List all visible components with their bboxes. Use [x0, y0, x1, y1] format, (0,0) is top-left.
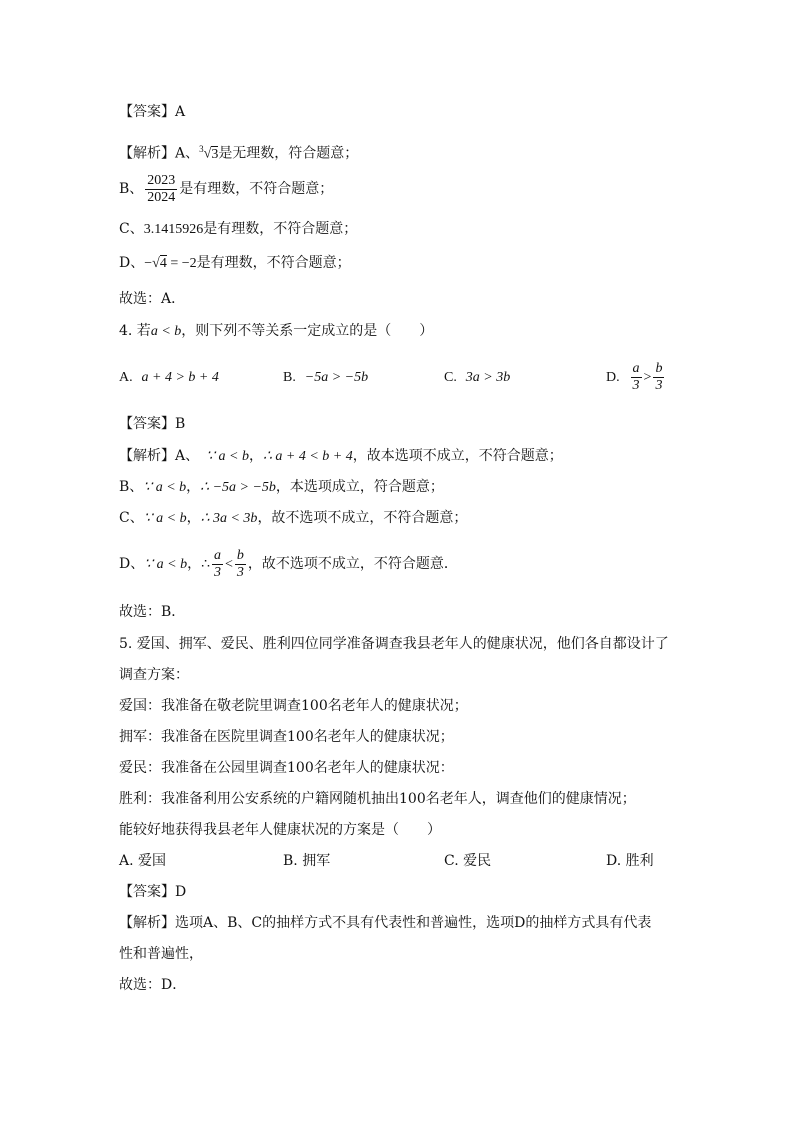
option-prefix: C、 [119, 221, 144, 237]
q4-option-c [444, 367, 510, 388]
analysis-label: 【解析】 [119, 145, 175, 162]
q3-analysis-d [119, 253, 351, 274]
q3-answer-line [119, 102, 185, 122]
radical-sign: √ [203, 146, 212, 162]
math-expression: ∵ a < b [144, 557, 188, 572]
q5-stem-line-2: 调查方案： [119, 667, 189, 683]
math-expression: ∵ a < b [206, 449, 249, 464]
math-expression: ∴ −5a > −5b [200, 480, 276, 495]
fraction-numerator: b [655, 360, 663, 376]
analysis-text: 选项A、B、C的抽样方式不具有代表性和普遍性，选项D的抽样方式具有代表 [175, 915, 652, 931]
separator: ， [186, 510, 201, 526]
answer-label: 【答案】 [119, 416, 175, 432]
analysis-text: 是有理数，不符合题意； [179, 181, 334, 197]
separator: ， [187, 556, 202, 572]
q5-plan-1: 爱国：我准备在敬老院里调查100名老年人的健康状况； [119, 698, 468, 714]
math-expression: = −2 [166, 256, 197, 271]
analysis-label: 【解析】 [119, 915, 175, 931]
option-prefix: A、 [175, 145, 200, 162]
fraction-numerator: a [214, 547, 222, 563]
option-prefix: D、 [119, 556, 145, 572]
q5-plan-2: 拥军：我准备在医院里调查100名老年人的健康状况； [119, 729, 454, 745]
math-expression: a + 4 > b + 4 [141, 370, 219, 385]
q5-option-d: D. 胜利 [606, 853, 654, 869]
answer-label: 【答案】 [119, 104, 175, 120]
analysis-text: ，故不选项不成立，不符合题意． [247, 556, 458, 572]
separator: ， [248, 448, 263, 464]
decimal-value: 3.1415926 [143, 222, 204, 237]
option-prefix: A、 [175, 448, 207, 464]
fraction [212, 548, 223, 581]
option-prefix: B、 [119, 479, 144, 495]
math-expression: ∵ a < b [143, 480, 187, 495]
q5-conclusion: 故选：D． [119, 977, 187, 993]
q5-plan-3: 爱民：我准备在公园里调查100名老年人的健康状况： [119, 760, 454, 776]
q3-analysis-b [119, 172, 333, 206]
fraction-denominator: 3 [632, 377, 640, 393]
option-label: C. [444, 370, 457, 385]
fraction-denominator: 2024 [147, 189, 176, 205]
separator: ， [186, 479, 201, 495]
q4-stem [119, 321, 433, 342]
q5-plan-4: 胜利：我准备利用公安系统的户籍网随机抽出100名老年人，调查他们的健康情况； [119, 791, 636, 807]
q3-conclusion: 故选：A． [119, 291, 186, 307]
math-operator: > [643, 370, 652, 385]
radical-sign: √ [152, 256, 160, 271]
fraction-numerator: 2023 [147, 172, 176, 188]
answer-value: B [175, 416, 186, 432]
fraction-denominator: 3 [236, 564, 244, 580]
analysis-text: 是无理数，符合题意； [218, 145, 359, 162]
math-expression: −5a > −5b [304, 370, 369, 385]
q5-analysis-line-1 [119, 913, 651, 933]
fraction [145, 173, 177, 206]
math-expression: 3a > 3b [465, 370, 511, 385]
q3-analysis-c [119, 219, 357, 240]
option-prefix: C、 [119, 510, 144, 526]
q5-option-a: A. 爱国 [119, 853, 167, 869]
math-expression: a < b [150, 324, 182, 339]
q5-analysis-line-2: 性和普遍性， [119, 946, 203, 962]
analysis-label: 【解析】 [119, 448, 175, 464]
math-minus: − [144, 256, 153, 271]
math-expression: ∴ a + 4 < b + 4 [262, 449, 353, 464]
q4-analysis-b [119, 477, 444, 498]
q5-question: 能较好地获得我县老年人健康状况的方案是（ ） [119, 822, 441, 838]
fraction-denominator: 3 [655, 377, 663, 393]
fraction [235, 548, 246, 581]
option-prefix: D、 [119, 255, 145, 271]
analysis-text: 是有理数，不符合题意； [203, 221, 358, 237]
q5-option-c: C. 爱民 [444, 853, 492, 869]
question-number: 4. 若 [119, 323, 151, 339]
q4-analysis-a [119, 446, 563, 467]
q4-option-d [606, 357, 666, 398]
fraction-numerator: a [632, 360, 640, 376]
cube-root [199, 139, 218, 165]
q5-option-b: B. 拥军 [283, 853, 331, 869]
fraction-numerator: b [236, 547, 244, 563]
q4-option-b [283, 367, 368, 388]
radical-index: 3 [199, 144, 204, 154]
analysis-text: 是有理数，不符合题意； [196, 255, 351, 271]
option-label: A. [119, 370, 133, 385]
option-label: D. [606, 370, 620, 385]
option-prefix: B、 [119, 181, 144, 197]
q5-stem-line-1: 5. 爱国、拥军、爱民、胜利四位同学准备调查我县老年人的健康状况，他们各自都设计了 [119, 636, 669, 652]
q4-analysis-d [119, 544, 458, 585]
option-label: B. [283, 370, 296, 385]
math-expression: ∴ 3a < 3b [200, 511, 258, 526]
answer-label: 【答案】 [119, 884, 175, 900]
fraction [631, 361, 642, 394]
q5-answer-line [119, 882, 186, 902]
analysis-text: ，故本选项不成立，不符合题意； [352, 448, 563, 464]
math-operator: < [225, 557, 233, 572]
radical-body: 4 [159, 256, 167, 271]
q3-analysis-a [119, 139, 358, 165]
question-text: ，则下列不等关系一定成立的是（ ） [181, 323, 434, 339]
analysis-text: ，本选项成立，符合题意； [275, 479, 444, 495]
q4-option-a [119, 367, 219, 388]
q4-analysis-c [119, 508, 467, 529]
analysis-text: ，故不选项不成立，不符合题意； [257, 510, 468, 526]
answer-value: D [175, 884, 187, 900]
answer-value: A [175, 104, 186, 120]
radical-body: 3 [211, 146, 219, 162]
q4-answer-line [119, 414, 185, 434]
therefore-symbol: ∴ [201, 557, 211, 572]
math-expression: ∵ a < b [143, 511, 187, 526]
fraction [653, 361, 664, 394]
q4-conclusion: 故选：B． [119, 604, 186, 620]
fraction-denominator: 3 [214, 564, 222, 580]
